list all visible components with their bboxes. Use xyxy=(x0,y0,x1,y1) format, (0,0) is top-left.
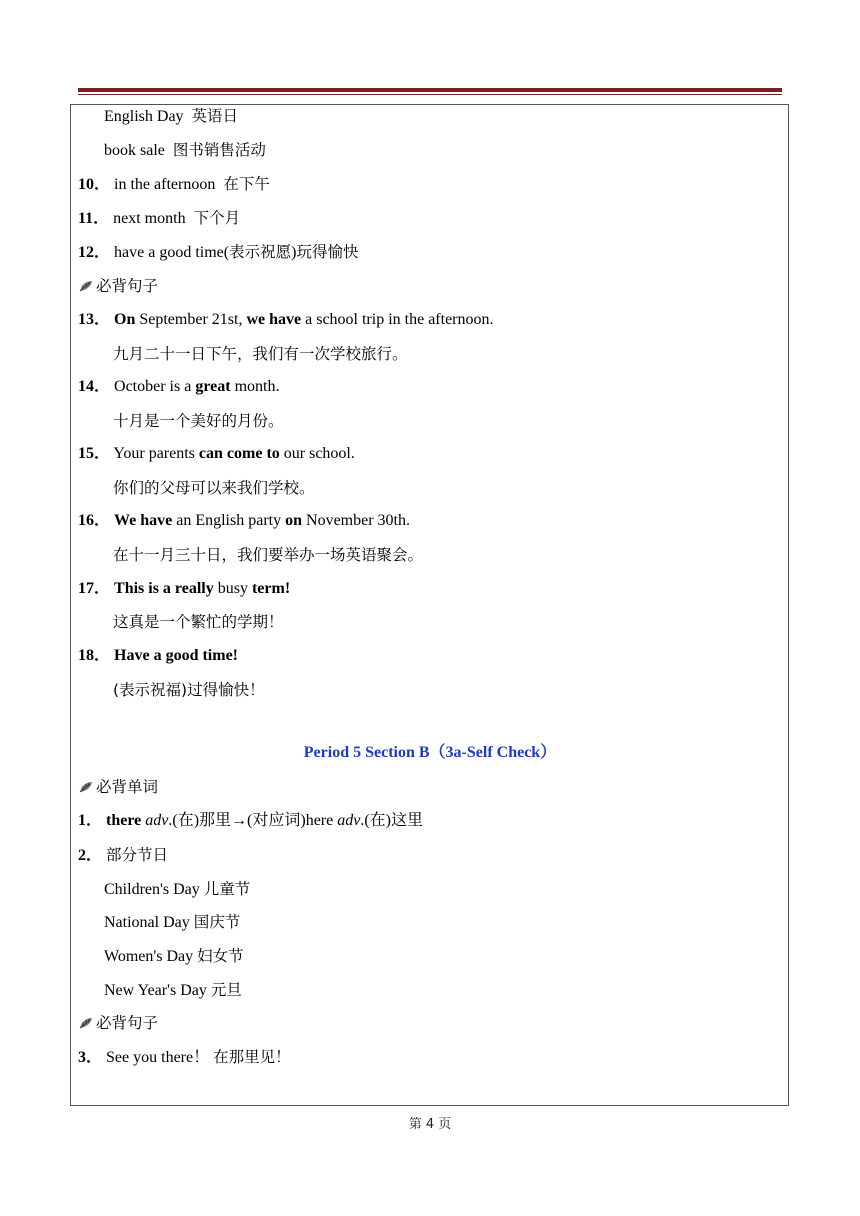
bold-text: On xyxy=(114,311,136,328)
sentence-15 xyxy=(78,444,355,464)
cn-text: 儿童节 xyxy=(203,880,251,898)
item-number: 1． xyxy=(78,812,103,829)
sentence-13 xyxy=(78,310,494,330)
en-text: book sale xyxy=(104,142,165,159)
cn-text: 妇女节 xyxy=(197,947,244,965)
cn-text: 下个月 xyxy=(193,209,241,227)
section-heading-sentences xyxy=(78,276,158,297)
en-text: busy xyxy=(213,580,252,597)
item-number: 10． xyxy=(78,176,111,193)
bold-text: Have a good time! xyxy=(114,647,238,664)
footer-prefix: 第 xyxy=(408,1117,422,1132)
item-number: 16． xyxy=(78,512,111,529)
cn-text: 元旦 xyxy=(210,981,242,999)
sentence-16-translation: 在十一月三十日，我们要举办一场英语聚会。 xyxy=(113,546,424,564)
cn-text: 玩得愉快 xyxy=(296,243,359,261)
festival-womens-day xyxy=(104,946,244,967)
cn-text: 国庆节 xyxy=(193,913,241,931)
cn-text: 在那里见！ xyxy=(213,1048,291,1066)
word-3 xyxy=(78,1047,291,1068)
en-text: October is a xyxy=(114,378,196,395)
leaf-bullet-icon xyxy=(78,279,94,293)
en-text: .(在)那里→(对应词)here xyxy=(168,812,338,829)
sentence-13-translation: 九月二十一日下午，我们有一次学校旅行。 xyxy=(113,345,408,363)
item-number: 18． xyxy=(78,647,111,664)
word-2 xyxy=(78,845,168,866)
festival-childrens-day xyxy=(104,879,250,900)
sentence-18-translation: (表示祝福)过得愉快！ xyxy=(113,681,265,699)
en-text: month. xyxy=(230,378,280,395)
italic-text: adv xyxy=(337,812,361,829)
en-text: See you there！ xyxy=(106,1049,210,1066)
sentence-14 xyxy=(78,377,279,397)
period-title: Period 5 Section B（3a-Self Check） xyxy=(303,744,557,761)
cn-text: 表示祝愿 xyxy=(229,243,292,261)
heading-text: 必背单词 xyxy=(96,778,159,796)
item-number: 17． xyxy=(78,580,111,597)
item-number: 13． xyxy=(78,311,111,328)
word-1 xyxy=(78,811,423,831)
cn-text: 图书销售活动 xyxy=(172,141,266,159)
en-text: New Year's Day xyxy=(104,982,207,999)
page-footer xyxy=(0,1113,860,1132)
item-number: 15． xyxy=(78,445,111,462)
en-text: English Day xyxy=(104,108,184,125)
en-text: in the afternoon xyxy=(114,176,216,193)
sentence-18 xyxy=(78,646,238,666)
item-10 xyxy=(78,174,270,195)
bold-text: we have xyxy=(246,311,302,328)
item-11 xyxy=(78,208,240,229)
bold-text: This is a really xyxy=(114,580,214,597)
en-text: .(在)这里 xyxy=(360,812,424,829)
en-text: an English party xyxy=(172,512,286,529)
section-heading-words xyxy=(78,777,158,798)
en-text: our school. xyxy=(279,445,355,462)
item-number: 12． xyxy=(78,244,111,261)
en-text: next month xyxy=(113,210,186,227)
sentence-17-translation: 这真是一个繁忙的学期！ xyxy=(113,613,284,631)
en-text: ) xyxy=(291,244,297,261)
cn-text: 英语日 xyxy=(191,107,239,125)
sentence-16 xyxy=(78,511,410,531)
en-text: a school trip in the afternoon. xyxy=(301,311,494,328)
italic-text: adv xyxy=(145,812,169,829)
leaf-bullet-icon xyxy=(78,780,94,794)
en-text: Children's Day xyxy=(104,881,200,898)
festival-new-years-day xyxy=(104,980,242,1001)
line-english-day xyxy=(104,106,238,127)
en-text: Your parents xyxy=(113,445,199,462)
footer-suffix: 页 xyxy=(438,1117,452,1132)
heading-text: 必背句子 xyxy=(96,277,159,295)
item-number: 14． xyxy=(78,378,111,395)
sentence-14-translation: 十月是一个美好的月份。 xyxy=(113,412,284,430)
cn-text: 在下午 xyxy=(223,175,270,193)
bold-text: term! xyxy=(251,580,291,597)
header-rule-thin xyxy=(78,94,782,95)
item-12 xyxy=(78,242,358,263)
leaf-bullet-icon xyxy=(78,1016,94,1030)
header-rule-thick xyxy=(78,88,782,92)
sentence-15-translation: 你们的父母可以来我们学校。 xyxy=(113,479,315,497)
festival-national-day xyxy=(104,912,240,933)
cn-text: 部分节日 xyxy=(106,846,169,864)
en-text: National Day xyxy=(104,914,190,931)
item-number: 2． xyxy=(78,847,103,864)
bold-text: We have xyxy=(114,512,173,529)
en-text: September 21st, xyxy=(135,311,247,328)
en-text: have a good time( xyxy=(114,244,230,261)
section-heading-sentences-2 xyxy=(78,1013,158,1034)
bold-text: great xyxy=(195,378,231,395)
bold-text: there xyxy=(106,812,142,829)
sentence-17 xyxy=(78,579,290,599)
bold-text: can come to xyxy=(198,445,280,462)
page-number: 4 xyxy=(425,1117,435,1132)
item-number: 11． xyxy=(78,210,110,227)
item-number: 3． xyxy=(78,1049,103,1066)
en-text: Women's Day xyxy=(104,948,194,965)
en-text: November 30th. xyxy=(302,512,410,529)
heading-text: 必背句子 xyxy=(96,1014,159,1032)
line-book-sale xyxy=(104,140,266,161)
bold-text: on xyxy=(285,512,303,529)
